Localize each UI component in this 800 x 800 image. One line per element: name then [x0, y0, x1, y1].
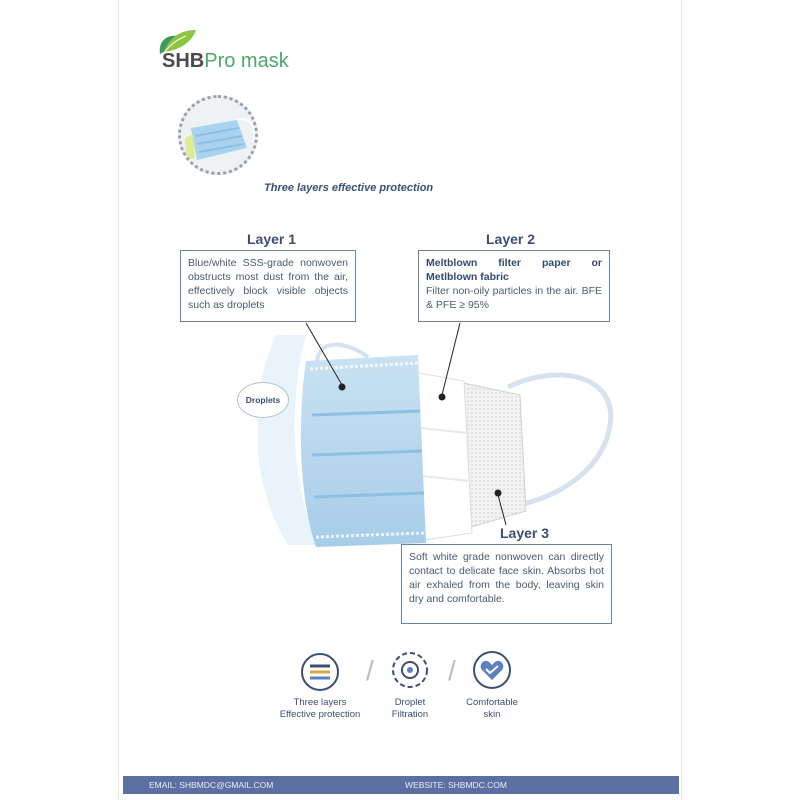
- feature-1-line1: Three layers: [293, 697, 347, 708]
- brand-logo: [152, 26, 322, 76]
- layer-2-description: [418, 250, 610, 322]
- layer-3-title: Layer 3: [500, 525, 550, 541]
- footer-website: WEBSITE: SHBMDC.COM: [405, 780, 508, 790]
- feature-3-line1: Comfortable: [466, 697, 518, 708]
- layer-1-description: Blue/white SSS-grade nonwoven obstructs most dust from the air, effectively block visible objects such as droplets: [180, 250, 356, 322]
- feature-3-line2: skin: [483, 709, 501, 720]
- feature-2-line1: Droplet: [394, 697, 426, 708]
- brand-name-rest: Pro mask: [204, 50, 289, 72]
- layer-3-description: Soft white grade nonwoven can directly contact to delicate face skin. Absorbs hot air exhaled from the body, leaving skin dry and comfortable.: [401, 544, 612, 624]
- feature-droplet-filtration: [375, 697, 445, 721]
- layer-2-title: Layer 2: [486, 231, 536, 247]
- brand-name-bold: SHB: [162, 50, 205, 72]
- mask-thumbnail: [178, 95, 258, 175]
- feature-2-line2: Filtration: [391, 709, 429, 720]
- layer-2-filter-text: Filter non-oily particles in the air. BFE & PFE ≥ 95%: [426, 285, 602, 311]
- footer-bar: [123, 776, 679, 794]
- feature-comfortable-skin: [452, 697, 532, 721]
- layer-2-material: Meltblown filter paper or Metlblown fabric: [426, 257, 602, 283]
- page-subtitle: Three layers effective protection: [264, 182, 434, 194]
- heart-skin-icon: [472, 650, 512, 690]
- layers-icon: [300, 652, 340, 692]
- divider-slash-2: /: [448, 655, 456, 686]
- footer-email: EMAIL: SHBMDC@GMAIL.COM: [149, 780, 274, 790]
- mask-layers-illustration: [258, 315, 618, 555]
- divider-slash-1: /: [366, 655, 374, 686]
- droplets-callout: Droplets: [237, 382, 289, 418]
- droplet-filtration-icon: [390, 650, 430, 690]
- layer-1-title: Layer 1: [247, 231, 297, 247]
- brand-name: [162, 50, 289, 73]
- feature-three-layers: [270, 697, 370, 721]
- feature-1-line2: Effective protection: [279, 709, 361, 720]
